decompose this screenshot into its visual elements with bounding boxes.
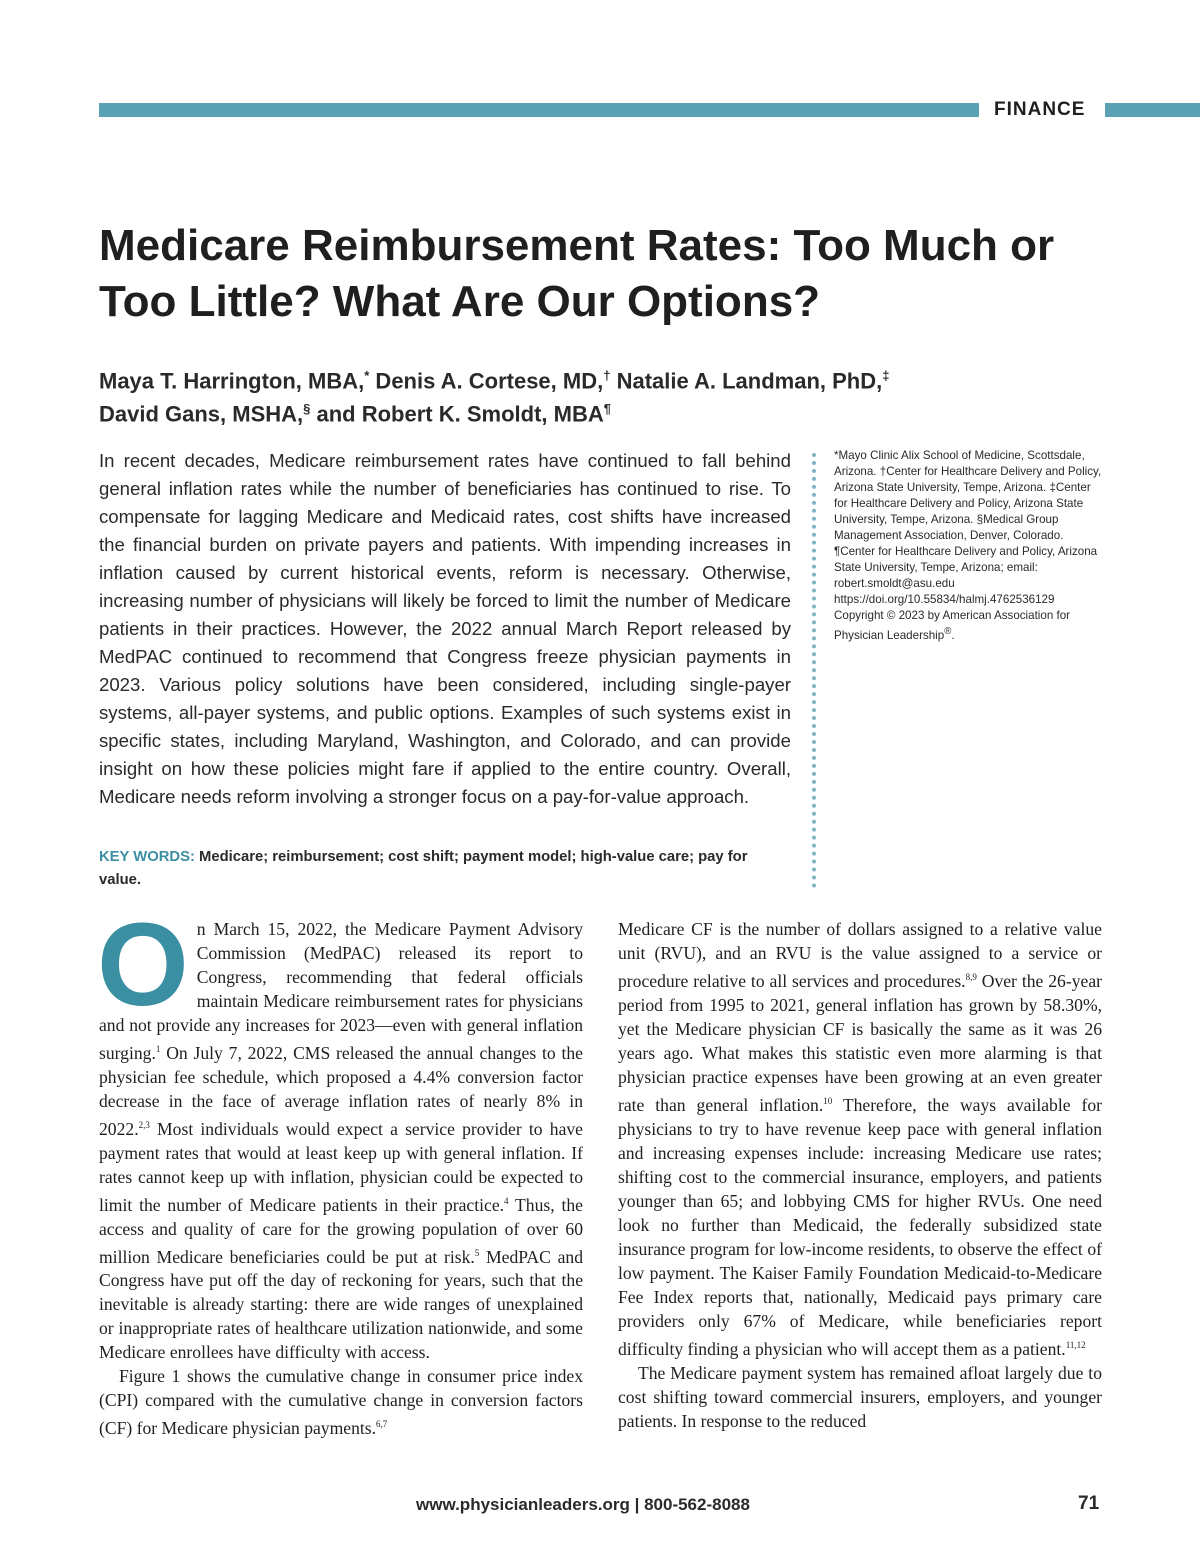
author-name: David Gans, MSHA, [99, 401, 304, 427]
author-mark: * [364, 368, 370, 383]
keywords [99, 846, 791, 892]
body-paragraph [618, 917, 1102, 1361]
citation-ref: 10 [823, 1095, 833, 1106]
author-name: and Robert K. Smoldt, MBA [310, 401, 604, 427]
header-rule-left [99, 103, 979, 117]
page-number: 71 [1078, 1493, 1100, 1514]
body-text: The Medicare payment system has remained afloat largely due to cost shifting toward commercial insurers, employers, and younger patients. In response to the reduced [618, 1362, 1102, 1431]
author-list [99, 362, 1099, 429]
body-text: Over the 26-year period from 1995 to 2021, general inflation has grown by 58.30%, yet the Medicare physician CF is basically the same as it was 26 years ago. What makes this statistic even more alarming is that physician practice expenses have been growing at an even greater rate than general inflation. [618, 970, 1102, 1115]
citation-ref: 4 [504, 1195, 509, 1206]
body-column-left [97, 899, 583, 1440]
copyright-end: . [951, 628, 955, 642]
body-text: Figure 1 shows the cumulative change in consumer price index (CPI) compared with the cumulative change in conversion factors (CF) for Medicare physician payments. [99, 1366, 583, 1439]
sidebar-divider [812, 453, 816, 888]
section-label: FINANCE [994, 99, 1086, 120]
citation-ref: 5 [474, 1247, 480, 1258]
footer-contact: www.physicianleaders.org | 800-562-8088 [416, 1495, 750, 1514]
author-mark: † [603, 368, 611, 383]
body-paragraph [99, 1364, 583, 1440]
author-name: Maya T. Harrington, MBA, [99, 368, 365, 394]
affiliations-text: *Mayo Clinic Alix School of Medicine, Scottsdale, Arizona. †Center for Healthcare Delivery and Policy, Arizona State University, Tempe, Arizona. ‡Center for Healthcare Delivery and Policy, Arizona State University, Tempe, Arizona. §Medical Group Management Association, Denver, Colorado. ¶Center for Healthcare Delivery and Policy, Arizona State University, Tempe, Arizona; email: robert.smoldt@asu.edu [834, 449, 1102, 590]
citation-ref: 1 [155, 1044, 161, 1054]
keywords-text: Medicare; reimbursement; cost shift; payment model; high-value care; pay for value. [99, 849, 748, 888]
body-text: n March 15, 2022, the Medicare Payment Advisory Commission (MedPAC) released its report to Congress, recommending that federal officials maintain Medicare reimbursement rates for physicians and not provide any increases for 2023—even with general inflation surging. [99, 919, 583, 1063]
body-text: Therefore, the ways available for physicians to try to have revenue keep pace with general inflation and increasing expenses include: increasing Medicare use rates; shifting cost to the commercial insurance, employers, and patients younger than 65; and lobbying CMS for higher RVUs. One need look no further than Medicaid, the federally subsidized state insurance program for low-income residents, to observe the effect of low payment. The Kaiser Family Foundation Medicaid-to-Medicare Fee Index reports that, nationally, Medicaid pays primary care providers only 67% of Medicare, while beneficiaries report difficulty finding a physician who will accept them as a patient. [618, 1094, 1102, 1359]
doi-link[interactable]: https://doi.org/10.55834/halmj.4762536129 [834, 593, 1055, 606]
header-rule-right [1105, 103, 1200, 117]
body-text: MedPAC and Congress have put off the day of reckoning for years, such that the inevitable is already starting: there are wide ranges of unexplained or inappropriate rates of healthcare utilization nationwide, and some Medicare enrollees have difficulty with access. [99, 1246, 583, 1363]
article-title: Medicare Reimbursement Rates: Too Much or Too Little? What Are Our Options? [99, 221, 1055, 326]
citation-ref: 6,7 [376, 1419, 388, 1430]
author-mark: § [303, 401, 311, 417]
citation-ref: 2,3 [138, 1119, 150, 1130]
citation-ref: 11,12 [1065, 1339, 1086, 1350]
drop-cap: O [97, 899, 189, 1031]
body-text: Most individuals would expect a service provider to have payment rates that would at least keep up with general inflation. If rates cannot keep up with inflation, physician could be expected to limit the number of Medicare patients in their practice. [99, 1118, 583, 1215]
keywords-label: KEY WORDS: [99, 849, 195, 865]
body-paragraph [618, 1361, 1102, 1433]
author-mark: ‡ [882, 368, 890, 383]
citation-ref: 8,9 [965, 972, 977, 982]
author-mark: ¶ [603, 401, 611, 417]
body-text: Thus, the access and quality of care for the growing population of over 60 million Medicare beneficiaries could be put at risk. [99, 1194, 583, 1267]
affiliations-note [834, 448, 1104, 644]
body-text: On July 7, 2022, CMS released the annual changes to the physician fee schedule, which proposed a 4.4% conversion factor decrease in the face of average inflation rates of nearly 8% in 2022. [99, 1042, 583, 1139]
author-name: Denis A. Cortese, MD, [369, 368, 604, 394]
copyright-text: Copyright © 2023 by American Association for Physician Leadership [834, 609, 1071, 642]
body-paragraph [97, 899, 583, 1364]
author-name: Natalie A. Landman, PhD, [610, 368, 883, 394]
body-column-right [618, 917, 1102, 1433]
abstract: In recent decades, Medicare reimbursement rates have continued to fall behind general inflation rates while the number of beneficiaries has continued to rise. To compensate for lagging Medicare and Medicaid rates, cost shifts have increased the financial burden on private payers and patients. With impending increases in inflation caused by current historical events, reform is necessary. Otherwise, increasing number of physicians will likely be forced to limit the number of Medicare patients in their practices. However, the 2022 annual March Report released by MedPAC continued to recommend that Congress freeze physician payments in 2023. Various policy solutions have been considered, including single-payer systems, all-payer systems, and public options. Examples of such systems exist in specific states, including Maryland, Washington, and Colorado, and can provide insight on how these policies might fare if applied to the entire country. Overall, Medicare needs reform involving a stronger focus on a pay-for-value approach. [99, 450, 791, 807]
body-text: Medicare CF is the number of dollars assigned to a relative value unit (RVU), and an RVU is the value assigned to a service or procedure relative to all services and procedures. [618, 919, 1102, 991]
registered-mark: ® [944, 626, 952, 637]
